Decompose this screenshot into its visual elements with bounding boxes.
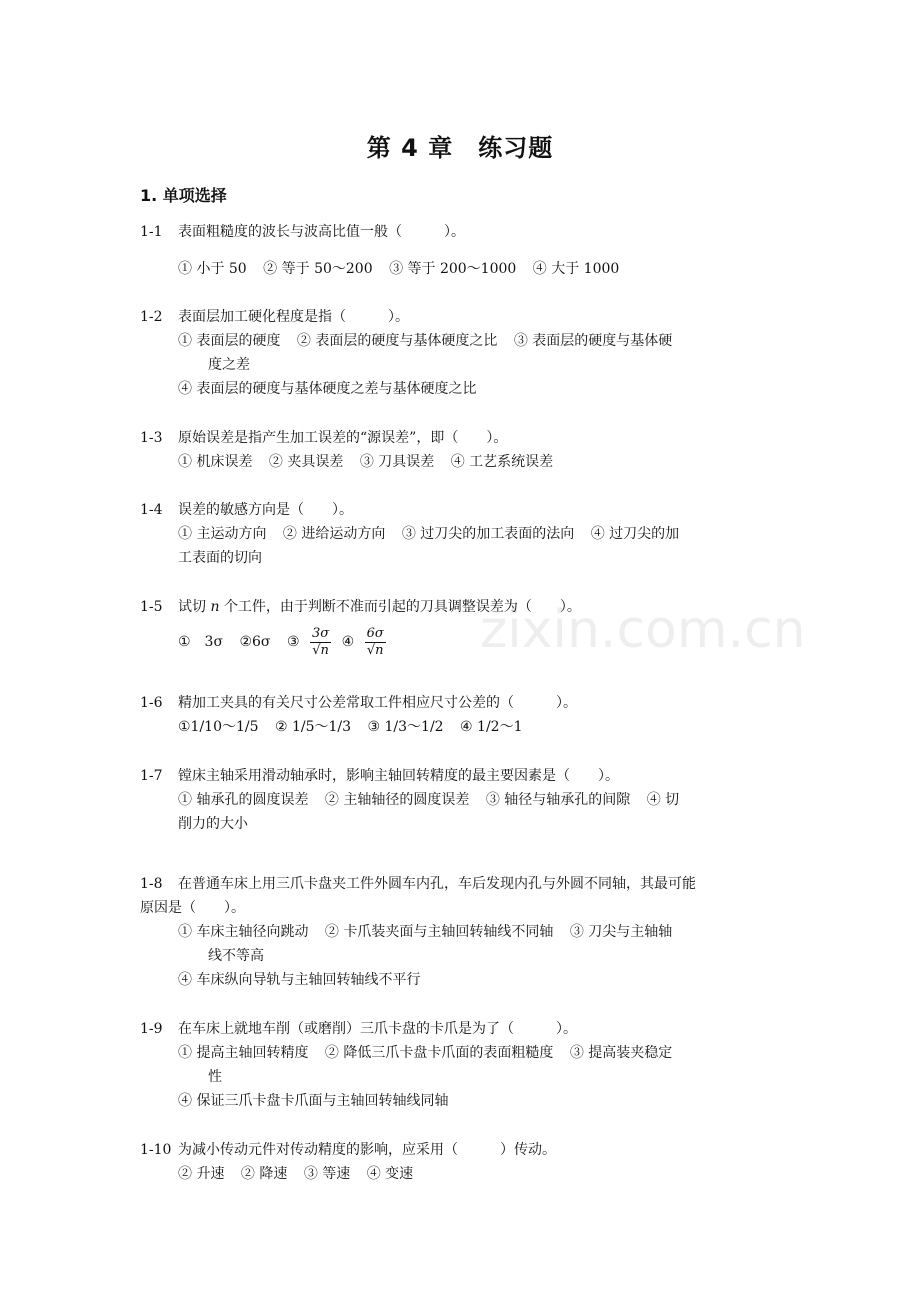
options-1-2-line1: [178, 331, 684, 351]
option-2: ② 夹具误差: [268, 454, 344, 470]
option-4: ④ 过刀尖的加: [590, 526, 680, 542]
option-3: ③ 1/3～1/2: [367, 719, 444, 735]
option-3: ③ 等速: [303, 1166, 351, 1182]
page-title: 第 4 章 练习题: [366, 134, 554, 162]
watermark: zixin.com.cn: [480, 600, 806, 660]
question-1-10: [140, 1140, 556, 1160]
option-4: ④: [341, 634, 355, 650]
option-1: ① 提高主轴回转精度: [178, 1045, 309, 1061]
question-number: 1-6: [140, 695, 163, 711]
question-number: 1-9: [140, 1021, 163, 1037]
question-1-6: [140, 693, 577, 713]
question-1-2: [140, 307, 409, 327]
question-1-8: [140, 874, 696, 894]
option-1: ① 主运动方向: [178, 526, 267, 542]
options-1-7-line1: [178, 790, 691, 810]
option-3: ③ 表面层的硬度与基体硬: [513, 333, 673, 349]
question-number: 1-8: [140, 876, 163, 892]
option-4-continued: 工表面的切向: [178, 550, 262, 566]
option-1: ① 车床主轴径向跳动: [178, 924, 309, 940]
option-2: ② 等于 50～200: [263, 261, 373, 277]
question-text: 镗床主轴采用滑动轴承时，影响主轴回转精度的最主要因素是（ ）。: [178, 768, 619, 784]
option-2: ②6σ: [239, 634, 271, 650]
question-1-7: [140, 766, 619, 786]
option-3: ③ 刀尖与主轴轴: [569, 924, 673, 940]
option-1: ① 表面层的硬度: [178, 333, 281, 349]
question-number: 1-2: [140, 309, 163, 325]
option-2: ② 主轴轴径的圆度误差: [324, 792, 470, 808]
option-3-continued: 度之差: [208, 357, 250, 373]
fraction-denominator: [365, 643, 386, 659]
option-2: ② 卡爪装夹面与主轴回转轴线不同轴: [324, 924, 554, 940]
question-1-5: [140, 597, 581, 617]
option-2: ② 进给运动方向: [282, 526, 386, 542]
question-number: 1-10: [140, 1142, 172, 1158]
question-text: 为减小传动元件对传动精度的影响，应采用（ ）传动。: [178, 1142, 556, 1158]
question-text: 表面层加工硬化程度是指（ ）。: [178, 309, 409, 325]
fraction-denominator: [310, 643, 331, 659]
question-text: 误差的敏感方向是（ ）。: [178, 502, 353, 518]
option-1: ② 升速: [178, 1166, 225, 1182]
question-1-9: [140, 1019, 577, 1039]
option-4-continued: 削力的大小: [178, 816, 248, 832]
option-1: ① 小于 50: [178, 261, 247, 277]
option-4: ④ 表面层的硬度与基体硬度之差与基体硬度之比: [178, 381, 477, 397]
radicand: n: [320, 642, 329, 658]
option-3-continued: 性: [208, 1069, 222, 1085]
option-4: ④ 车床纵向导轨与主轴回转轴线不平行: [178, 972, 421, 988]
option-3-fraction: [310, 626, 331, 659]
option-4: ④ 保证三爪卡盘卡爪面与主轴回转轴线同轴: [178, 1093, 449, 1109]
options-1-5: [178, 624, 392, 660]
option-3: ③: [286, 634, 300, 650]
option-4: ④ 大于 1000: [532, 261, 620, 277]
question-1-4: [140, 500, 353, 520]
question-text: 表面粗糙度的波长与波高比值一般（ ）。: [178, 224, 465, 240]
options-1-9-line1: [178, 1043, 684, 1063]
option-3: ③ 提高装夹稳定: [569, 1045, 673, 1061]
option-4: ④ 切: [646, 792, 680, 808]
sqrt-sign: √: [312, 642, 321, 658]
question-number: 1-7: [140, 768, 163, 784]
option-2: ② 1/5～1/3: [274, 719, 352, 735]
question-text-b: 个工件，由于判断不准而引起的刀具调整误差为（ ）。: [223, 599, 581, 615]
option-3: ③ 过刀尖的加工表面的法向: [401, 526, 575, 542]
fraction-numerator: 3σ: [311, 625, 330, 641]
question-text: 在普通车床上用三爪卡盘夹工件外圆车内孔，车后发现内孔与外圆不同轴，其最可能: [178, 876, 696, 892]
option-3: ③ 轴径与轴承孔的间隙: [485, 792, 631, 808]
option-4: ④ 变速: [366, 1166, 414, 1182]
option-3: ③ 刀具误差: [359, 454, 435, 470]
question-number: 1-5: [140, 599, 163, 615]
question-text-continued: 原因是（ ）。: [140, 900, 245, 916]
question-number: 1-4: [140, 502, 163, 518]
option-1: ① 机床误差: [178, 454, 253, 470]
options-1-1: [178, 259, 631, 279]
variable-n: n: [210, 599, 220, 615]
question-text: 在车床上就地车削（或磨削）三爪卡盘的卡爪是为了（ ）。: [178, 1021, 577, 1037]
options-1-4-line1: [178, 524, 691, 544]
option-2: ② 表面层的硬度与基体硬度之比: [296, 333, 498, 349]
question-number: 1-1: [140, 224, 163, 240]
question-text: 精加工夹具的有关尺寸公差常取工件相应尺寸公差的（ ）。: [178, 695, 577, 711]
option-1: ① 轴承孔的圆度误差: [178, 792, 309, 808]
option-3-continued: 线不等高: [208, 948, 264, 964]
question-1-3: [140, 428, 507, 448]
question-text-a: 试切: [178, 599, 206, 615]
option-1: ①1/10～1/5: [178, 719, 259, 735]
radicand: n: [375, 642, 384, 658]
option-4: ④ 工艺系统误差: [450, 454, 554, 470]
options-1-10: [178, 1164, 425, 1184]
option-4-fraction: [365, 626, 386, 659]
options-1-6: [178, 717, 535, 737]
question-number: 1-3: [140, 430, 163, 446]
fraction-numerator: 6σ: [366, 625, 384, 641]
option-4: ④ 1/2～1: [460, 719, 523, 735]
question-1-1: [140, 222, 465, 242]
options-1-8-line1: [178, 922, 684, 942]
options-1-3: [178, 452, 565, 472]
option-3: ③ 等于 200～1000: [389, 261, 517, 277]
section-heading: 1. 单项选择: [140, 186, 227, 205]
option-1: ① 3σ: [178, 634, 224, 650]
option-2: ② 降速: [240, 1166, 288, 1182]
option-2: ② 降低三爪卡盘卡爪面的表面粗糙度: [324, 1045, 554, 1061]
question-text: 原始误差是指产生加工误差的“源误差”，即（ ）。: [178, 430, 508, 446]
sqrt-sign: √: [366, 642, 376, 658]
